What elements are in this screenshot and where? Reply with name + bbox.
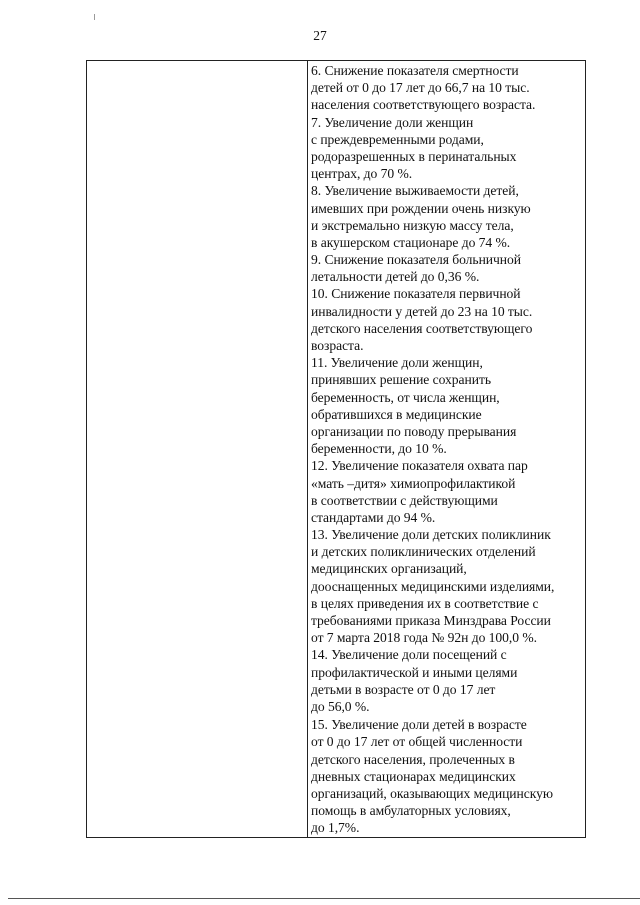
indicator-item [311, 182, 585, 251]
indicator-text-line: от 7 марта 2018 года № 92н до 100,0 %. [311, 630, 537, 646]
page-bottom-rule [8, 898, 640, 899]
indicator-item [311, 114, 585, 183]
indicator-text-line: медицинских организаций, [311, 561, 467, 577]
indicator-item [311, 457, 585, 526]
table-right-cell [308, 61, 585, 837]
indicator-text-line: 15. Увеличение доли детей в возрасте [311, 717, 527, 733]
indicator-text-line: дневных стационарах медицинских [311, 768, 516, 784]
indicator-text-line: 7. Увеличение доли женщин [311, 114, 474, 130]
indicator-text-line: детьми в возрасте от 0 до 17 лет [311, 681, 496, 697]
indicator-text-line: помощь в амбулаторных условиях, [311, 803, 511, 819]
indicator-text-line: требованиями приказа Минздрава России [311, 613, 551, 628]
indicator-text-line: в акушерском стационаре до 74 %. [311, 234, 511, 250]
indicator-item [311, 62, 585, 114]
table-left-cell [87, 61, 308, 837]
indicator-text-line: дооснащенных медицинскими изделиями, [311, 578, 555, 594]
page-number: 27 [313, 28, 327, 43]
indicator-item [311, 285, 585, 354]
indicator-item [311, 354, 585, 457]
indicator-text-line: и детских поликлинических отделений [311, 544, 536, 560]
indicator-text-line: детей от 0 до 17 лет до 66,7 на 10 тыс. [311, 80, 530, 96]
indicator-text-line: имевших при рождении очень низкую [311, 200, 531, 216]
indicator-item [311, 646, 585, 715]
indicator-text-line: 14. Увеличение доли посещений с [311, 647, 507, 663]
indicator-list [311, 62, 585, 836]
indicator-text-line: 13. Увеличение доли детских поликлиник [311, 527, 551, 543]
indicator-text-line: центрах, до 70 %. [311, 166, 413, 182]
indicator-text-line: в соответствии с действующими [311, 492, 498, 508]
indicator-item [311, 526, 585, 646]
indicator-text-line: в целях приведения их в соответствие с [311, 595, 539, 611]
indicator-text-line: 6. Снижение показателя смертности [311, 63, 519, 78]
indicator-text-line: детского населения, пролеченных в [311, 751, 515, 767]
indicator-text-line: «мать –дитя» химиопрофилактикой [311, 475, 516, 491]
indicator-text-line: от 0 до 17 лет от общей численности [311, 734, 523, 750]
indicator-item [311, 716, 585, 836]
indicator-text-line: детского населения соответствующего [311, 320, 533, 336]
indicator-text-line: до 56,0 %. [311, 698, 370, 714]
indicator-text-line: 12. Увеличение показателя охвата пар [311, 458, 528, 474]
indicator-text-line: и экстремально низкую массу тела, [311, 217, 514, 233]
indicator-text-line: принявших решение сохранить [311, 372, 492, 388]
indicator-text-line: профилактической и иными целями [311, 664, 518, 680]
indicator-text-line: организации по поводу прерывания [311, 423, 517, 439]
indicator-text-line: 8. Увеличение выживаемости детей, [311, 183, 519, 199]
indicator-text-line: беременности, до 10 %. [311, 441, 447, 457]
indicator-text-line: стандартами до 94 %. [311, 509, 436, 525]
scan-artifact-mark [94, 14, 95, 20]
indicator-text-line: возраста. [311, 338, 364, 353]
indicator-text-line: населения соответствующего возраста. [311, 97, 536, 113]
indicator-text-line: 11. Увеличение доли женщин, [311, 355, 483, 371]
indicator-text-line: до 1,7%. [311, 820, 360, 836]
indicator-text-line: организаций, оказывающих медицинскую [311, 785, 553, 801]
indicator-text-line: инвалидности у детей до 23 на 10 тыс. [311, 303, 533, 319]
indicator-text-line: родоразрешенных в перинатальных [311, 148, 517, 164]
indicator-text-line: обратившихся в медицинские [311, 406, 482, 422]
indicator-item [311, 251, 585, 285]
indicator-text-line: 10. Снижение показателя первичной [311, 286, 521, 302]
indicator-text-line: летальности детей до 0,36 %. [311, 269, 480, 285]
indicator-text-line: беременность, от числа женщин, [311, 389, 500, 405]
indicators-table [86, 60, 586, 838]
indicator-text-line: с преждевременными родами, [311, 131, 484, 147]
indicator-text-line: 9. Снижение показателя больничной [311, 252, 522, 268]
